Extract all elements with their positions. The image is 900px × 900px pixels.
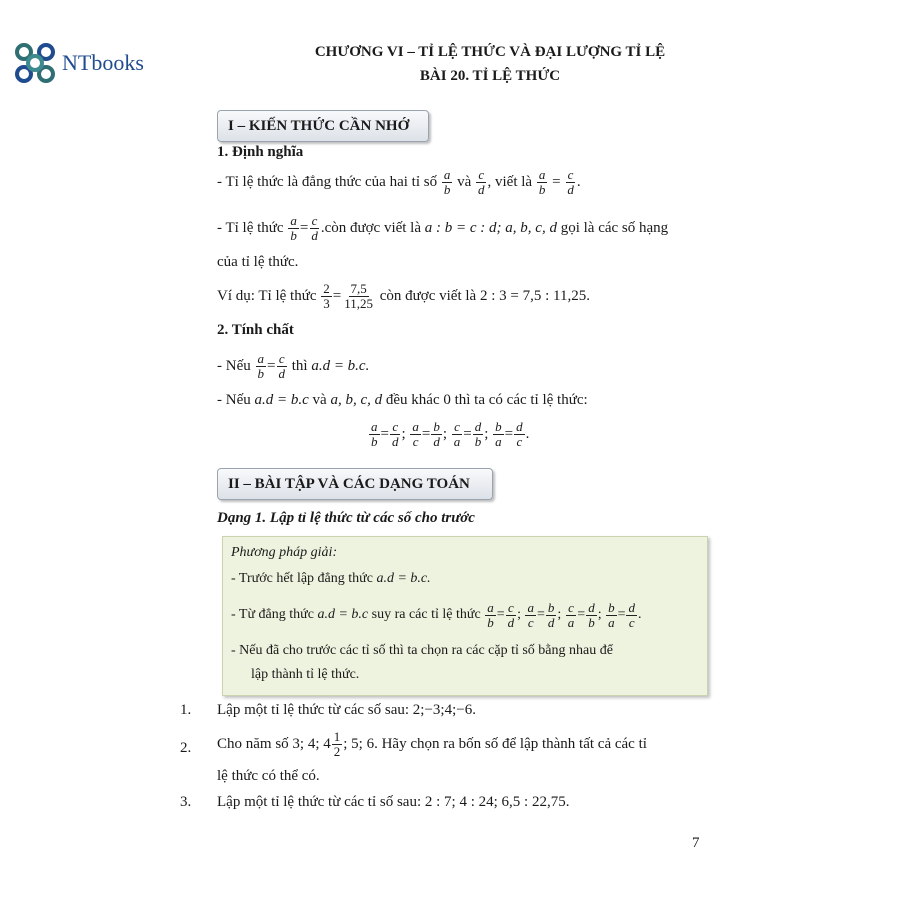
section1-heading: I – KIẾN THỨC CẦN NHỚ [217, 110, 429, 142]
exercise-1-text: Lập một tỉ lệ thức từ các số sau: 2;−3;4;−6. [217, 702, 476, 718]
ntbooks-logo [12, 38, 144, 88]
exercise-2-text: Cho năm số 3; 4; 4 $\frac{1}{2}$ ; 5; 6. Hãy chọn ra bốn số để lập thành tất cả các tỉ [217, 728, 647, 759]
method-bullet-1: - Trước hết lập đẳng thức a.d = b.c. [231, 571, 431, 586]
prop-line2: - Nếu a.d = b.c và a, b, c, d đều khác 0 thì ta có các tỉ lệ thức: [217, 392, 588, 408]
page-number: 7 [692, 835, 700, 851]
type1-heading: Dạng 1. Lập tỉ lệ thức từ các số cho trước [217, 510, 475, 526]
exercise-3-text: Lập một tỉ lệ thức từ các tỉ số sau: 2 : 7; 4 : 24; 6,5 : 22,75. [217, 794, 570, 810]
method-bullet-2: - Từ đẳng thức a.d = b.c suy ra các tỉ lệ thức $\frac{a}{b}$ = $\frac{c}{d}$ ; $\frac{a}{c}$ = $\frac{b}{d}$ ; $\frac{c}{a}$ = $\frac{d}{b}$ ; $\frac{b}{a}$ = $\frac{d}{c}$ . [231, 599, 642, 630]
def-line3: của tỉ lệ thức. [217, 254, 299, 270]
def-line2: - Tỉ lệ thức $\frac{a}{b}$ = $\frac{c}{d}$ .còn được viết là a : b = c : d ; a, b, c, d gọi là các số hạng [217, 212, 669, 243]
exercise-1-number: 1. [180, 702, 192, 718]
example-line: Ví dụ: Tỉ lệ thức $\frac{2}{3}$ = $\frac{7,5}{11,25}$ còn được viết là 2 : 3 = 7,5 : 11,25. [217, 280, 590, 311]
logo-text: NTbooks [62, 50, 144, 75]
def-heading: 1. Định nghĩa [217, 144, 304, 160]
ntbooks-logo-icon [12, 40, 58, 86]
method-box [222, 536, 708, 696]
exercise-3-number: 3. [180, 794, 192, 810]
prop-line1: - Nếu $\frac{a}{b}$ = $\frac{c}{d}$ thì a.d = b.c. [217, 350, 370, 381]
method-bullet-3: - Nếu đã cho trước các tỉ số thì ta chọn ra các cặp tỉ số bằng nhau để [231, 643, 613, 658]
def-line1: - Tỉ lệ thức là đẳng thức của hai tỉ số $\frac{a}{b}$ và $\frac{c}{d}$ , viết là $\frac{a}{b}$ = $\frac{c}{d}$ . [217, 166, 581, 197]
exercise-2-cont: lệ thức có thể có. [217, 768, 320, 784]
exercise-2-number: 2. [180, 740, 192, 756]
method-bullet-3-cont: lập thành tỉ lệ thức. [251, 667, 360, 682]
section2-heading: II – BÀI TẬP VÀ CÁC DẠNG TOÁN [217, 468, 493, 500]
chapter-title: CHƯƠNG VI – TỈ LỆ THỨC VÀ ĐẠI LƯỢNG TỈ LỆ [314, 44, 666, 60]
prop-heading: 2. Tính chất [217, 322, 294, 338]
method-title: Phương pháp giải: [231, 545, 338, 560]
prop-ratios: $\frac{a}{b}$ = $\frac{c}{d}$ ; $\frac{a}{c}$ = $\frac{b}{d}$ ; $\frac{c}{a}$ = $\frac{d}{b}$ ; $\frac{b}{a}$ = $\frac{d}{c}$ . [371, 418, 530, 449]
lesson-title: BÀI 20. TỈ LỆ THỨC [419, 68, 561, 84]
